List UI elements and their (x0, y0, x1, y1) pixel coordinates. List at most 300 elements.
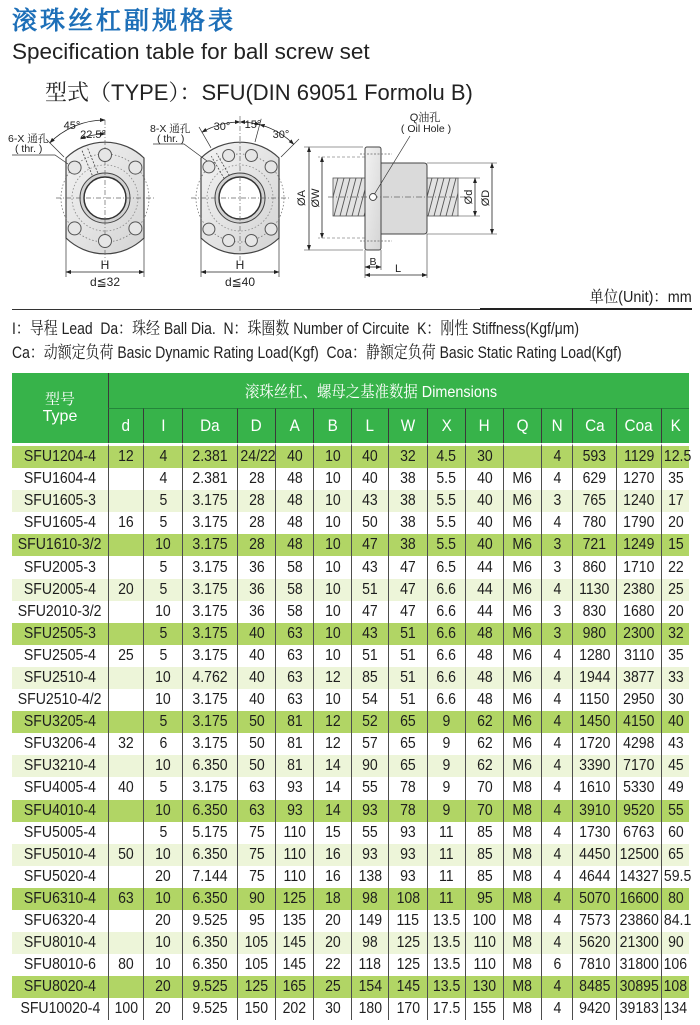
cell-stiffness (661, 601, 689, 623)
cell-flat-h-text: 62 (476, 735, 493, 753)
cell-stiffness-text: 65 (667, 845, 684, 863)
cell-type (12, 800, 108, 822)
cell-nut-length (351, 534, 388, 556)
cell-hole-x-text: 6.6 (436, 602, 457, 620)
cell-oil-hole-text: M8 (512, 934, 533, 952)
cell-lead (143, 512, 182, 534)
range-label: d≦32 (89, 275, 121, 289)
cell-stiffness (661, 645, 689, 667)
column-header-ball-dia (182, 408, 237, 443)
cell-flat-h (465, 556, 503, 578)
cell-circuits (541, 733, 572, 755)
cell-bolt-circle (388, 910, 427, 932)
cell-d-text: 32 (118, 735, 134, 753)
cell-type-text: SFU1610-3/2 (18, 536, 102, 554)
cell-flange-width-text: 10 (324, 691, 341, 709)
cell-dynamic-load-text: 980 (582, 624, 607, 642)
cell-flange-width (313, 888, 351, 910)
cell-flange-width-text: 14 (324, 779, 341, 797)
cell-hole-x (427, 800, 465, 822)
bolt-hole (129, 222, 142, 235)
cell-static-load-text: 31800 (619, 956, 659, 974)
cell-type (12, 645, 108, 667)
cell-dynamic-load-text: 7810 (578, 956, 611, 974)
cell-flange-width-text: 10 (324, 646, 341, 664)
cell-type-text: SFU4010-4 (23, 801, 96, 819)
cell-circuits (541, 888, 572, 910)
cell-nut-dia (237, 976, 275, 998)
cell-static-load-text: 30895 (619, 978, 659, 996)
cell-hole-x-text: 13.5 (432, 978, 461, 996)
cell-lead-text: 5 (159, 646, 167, 664)
cell-ball-dia (182, 443, 237, 468)
cell-nut-dia-text: 105 (244, 956, 269, 974)
cell-flange-width-text: 12 (324, 668, 341, 686)
cell-type-text: SFU2510-4/2 (18, 691, 102, 709)
cell-static-load (616, 468, 661, 490)
cell-bolt-circle-text: 93 (400, 845, 416, 863)
cell-static-load-text: 4298 (623, 735, 655, 753)
cell-dynamic-load-text: 1450 (578, 713, 611, 731)
cell-flat-h-text: 100 (472, 912, 497, 930)
cell-d (108, 645, 143, 667)
cell-lead (143, 733, 182, 755)
cell-ball-dia-text: 9.525 (192, 978, 228, 996)
cell-type-text: SFU2505-4 (23, 646, 96, 664)
cell-dynamic-load-text: 721 (582, 536, 607, 554)
cell-nut-length (351, 601, 388, 623)
cell-nut-dia (237, 579, 275, 601)
cell-hole-x (427, 733, 465, 755)
cell-d (108, 822, 143, 844)
cell-hole-x-text: 13.5 (432, 934, 461, 952)
cell-d-text: 80 (118, 956, 134, 974)
bolt-hole (223, 235, 235, 247)
bolt-hole (245, 235, 257, 247)
table-row (12, 468, 689, 490)
cell-circuits (541, 777, 572, 799)
cell-dynamic-load (572, 689, 616, 711)
cell-nut-dia (237, 689, 275, 711)
cell-hole-x-text: 11 (439, 845, 454, 863)
cell-oil-hole (503, 998, 541, 1020)
cell-circuits-text: 4 (553, 580, 561, 598)
column-header-oil-hole (503, 408, 541, 443)
cell-flange-dia (275, 844, 313, 866)
cell-type (12, 733, 108, 755)
cell-circuits-text: 4 (553, 514, 561, 532)
column-header-hole-x-text: X (441, 416, 452, 435)
cell-flange-width (313, 954, 351, 976)
cell-lead (143, 976, 182, 998)
cell-ball-dia (182, 800, 237, 822)
cell-flange-width (313, 976, 351, 998)
cell-static-load (616, 711, 661, 733)
cell-flat-h-text: 48 (476, 668, 493, 686)
cell-static-load (616, 556, 661, 578)
cell-dynamic-load (572, 932, 616, 954)
cell-circuits-text: 4 (553, 646, 561, 664)
cell-type (12, 579, 108, 601)
cell-flange-width-text: 20 (324, 912, 341, 930)
cell-lead-text: 10 (155, 602, 171, 620)
cell-flat-h-text: 48 (476, 691, 493, 709)
cell-static-load-text: 23860 (619, 912, 659, 930)
cell-ball-dia (182, 556, 237, 578)
cell-circuits (541, 490, 572, 512)
cell-hole-x-text: 6.6 (436, 624, 457, 642)
cell-flange-width (313, 623, 351, 645)
cell-stiffness (661, 866, 692, 888)
cell-ball-dia-text: 3.175 (192, 558, 228, 576)
cell-nut-dia-text: 40 (248, 624, 265, 642)
cell-flange-dia (275, 711, 313, 733)
cell-hole-x (427, 954, 465, 976)
cell-d (108, 976, 143, 998)
cell-type (12, 954, 108, 976)
cell-lead-text: 5 (159, 580, 167, 598)
cell-d (108, 443, 143, 468)
cell-dynamic-load (572, 534, 616, 556)
cell-bolt-circle-text: 51 (400, 691, 416, 709)
cell-oil-hole (503, 601, 541, 623)
cell-flat-h (465, 910, 503, 932)
cell-d-text: 40 (118, 779, 134, 797)
cell-dynamic-load (572, 976, 616, 998)
cell-d (108, 689, 143, 711)
cell-hole-x (427, 623, 465, 645)
cell-flange-dia-text: 63 (286, 668, 303, 686)
cell-flat-h (465, 689, 503, 711)
cell-ball-dia (182, 844, 237, 866)
cell-nut-length-text: 55 (362, 823, 378, 841)
cell-nut-dia (237, 844, 275, 866)
cell-stiffness (661, 998, 689, 1020)
cell-nut-length-text: 54 (362, 691, 378, 709)
cell-type-text: SFU2505-3 (23, 624, 96, 642)
cell-flange-dia (275, 998, 313, 1020)
cell-flange-width (313, 932, 351, 954)
cell-flat-h-text: 44 (476, 580, 493, 598)
cell-hole-x-text: 6.5 (436, 558, 457, 576)
cell-ball-dia (182, 954, 237, 976)
table-row (12, 711, 689, 733)
cell-circuits-text: 4 (553, 735, 561, 753)
cell-nut-dia (237, 443, 275, 468)
table-row (12, 733, 689, 755)
table-row (12, 534, 689, 556)
cell-oil-hole (503, 667, 541, 689)
table-row (12, 888, 689, 910)
cell-dynamic-load-text: 4450 (578, 845, 611, 863)
cell-dynamic-load (572, 443, 616, 468)
cell-stiffness (661, 689, 689, 711)
table-row (12, 932, 689, 954)
cell-nut-length (351, 468, 388, 490)
cell-oil-hole (503, 579, 541, 601)
cell-stiffness (661, 443, 692, 468)
cell-dynamic-load-text: 1150 (579, 691, 610, 709)
cell-stiffness-text: 108 (663, 978, 688, 996)
cell-static-load (616, 844, 661, 866)
cell-bolt-circle (388, 711, 427, 733)
cell-oil-hole (503, 711, 541, 733)
bolt-hole (203, 223, 215, 235)
cell-oil-hole-text: M6 (512, 757, 533, 775)
cell-hole-x-text: 9 (442, 801, 451, 819)
cell-bolt-circle (388, 623, 427, 645)
cell-hole-x (427, 932, 465, 954)
cell-static-load-text: 3877 (623, 668, 655, 686)
cell-bolt-circle (388, 976, 427, 998)
thr-label: ( thr. ) (157, 133, 185, 145)
cell-stiffness (661, 932, 689, 954)
cell-ball-dia-text: 6.350 (192, 801, 228, 819)
cell-d (108, 468, 143, 490)
cell-static-load (616, 998, 661, 1020)
cell-oil-hole (503, 733, 541, 755)
cell-flange-width (313, 534, 351, 556)
cell-type-text: SFU4005-4 (23, 779, 96, 797)
cell-dynamic-load (572, 910, 616, 932)
cell-oil-hole-text: M6 (512, 602, 533, 620)
cell-static-load (616, 667, 661, 689)
cell-flange-width-text: 15 (324, 823, 341, 841)
cell-circuits-text: 4 (553, 470, 561, 488)
cell-dynamic-load (572, 888, 616, 910)
cell-dynamic-load (572, 579, 616, 601)
bolt-hole (265, 161, 277, 173)
cell-nut-length-text: 93 (362, 801, 378, 819)
cell-oil-hole (503, 468, 541, 490)
cell-nut-dia (237, 866, 275, 888)
cell-circuits-text: 4 (553, 801, 561, 819)
cell-flange-dia (275, 800, 313, 822)
cell-static-load (616, 822, 661, 844)
cell-nut-length (351, 777, 388, 799)
cell-dynamic-load (572, 822, 616, 844)
table-row (12, 822, 689, 844)
cell-nut-dia-text: 40 (248, 691, 265, 709)
cell-type-text: SFU6310-4 (23, 889, 96, 907)
cell-static-load (616, 954, 661, 976)
cell-bolt-circle (388, 755, 427, 777)
cell-dynamic-load-text: 8485 (578, 978, 611, 996)
cell-bolt-circle (388, 667, 427, 689)
cell-nut-dia-text: 75 (248, 845, 265, 863)
cell-flange-width-text: 10 (324, 536, 341, 554)
cell-hole-x-text: 11 (439, 823, 454, 841)
cell-nut-dia (237, 512, 275, 534)
cell-flange-width-text: 14 (324, 757, 341, 775)
cell-circuits-text: 4 (553, 757, 561, 775)
cell-flange-width (313, 667, 351, 689)
cell-hole-x-text: 9 (442, 779, 451, 797)
cell-static-load-text: 2950 (623, 691, 655, 709)
cell-static-load-text: 4150 (623, 713, 655, 731)
legend-line-2: Ca：动额定负荷 Basic Dynamic Rating Load(Kgf) Coa：静额定负荷 Basic Static Rating Load(Kgf) (12, 343, 622, 362)
cell-type-text: SFU2005-4 (23, 580, 96, 598)
cell-oil-hole (503, 645, 541, 667)
cell-lead (143, 822, 182, 844)
cell-oil-hole-text: M8 (512, 845, 533, 863)
cell-circuits-text: 4 (553, 1000, 561, 1018)
cell-ball-dia (182, 932, 237, 954)
cell-flange-dia-text: 48 (286, 514, 303, 532)
cell-flat-h-text: 40 (476, 470, 493, 488)
cell-hole-x (427, 976, 465, 998)
cell-flat-h (465, 667, 503, 689)
column-header-flange-width-text: B (327, 416, 338, 435)
cell-flange-width (313, 844, 351, 866)
cell-ball-dia-text: 6.350 (192, 889, 228, 907)
cell-flange-width (313, 512, 351, 534)
cell-nut-length (351, 910, 388, 932)
cell-flat-h-text: 95 (476, 889, 493, 907)
cell-ball-dia-text: 6.350 (192, 845, 228, 863)
cell-nut-length (351, 512, 388, 534)
cell-stiffness (661, 976, 689, 998)
cell-circuits-text: 3 (553, 492, 561, 510)
cell-static-load (616, 888, 661, 910)
cell-nut-dia-text: 28 (248, 536, 265, 554)
cell-ball-dia (182, 976, 237, 998)
cell-flange-dia-text: 48 (286, 536, 303, 554)
cell-circuits-text: 4 (553, 867, 561, 885)
cell-flat-h-text: 48 (476, 646, 493, 664)
cell-nut-length (351, 976, 388, 998)
cell-hole-x (427, 579, 465, 601)
column-header-stiffness (661, 408, 689, 443)
cell-ball-dia (182, 623, 237, 645)
cell-ball-dia (182, 866, 237, 888)
cell-nut-length-text: 149 (358, 912, 382, 930)
cell-circuits (541, 601, 572, 623)
cell-nut-dia (237, 490, 275, 512)
cell-type (12, 976, 108, 998)
cell-oil-hole-text: M8 (512, 978, 533, 996)
cell-nut-length-text: 51 (362, 580, 378, 598)
cell-nut-dia-text: 28 (248, 514, 265, 532)
cell-nut-length-text: 180 (358, 1000, 382, 1018)
cell-nut-dia (237, 755, 275, 777)
cell-bolt-circle-text: 32 (400, 448, 416, 466)
cell-d (108, 733, 143, 755)
cell-hole-x-text: 5.5 (436, 492, 457, 510)
cell-oil-hole-text: M6 (512, 558, 533, 576)
cell-stiffness (661, 623, 689, 645)
cell-dynamic-load-text: 780 (582, 514, 607, 532)
table-header (12, 373, 689, 443)
cell-oil-hole (503, 954, 541, 976)
cell-circuits-text: 4 (553, 912, 561, 930)
cell-ball-dia (182, 888, 237, 910)
cell-type (12, 667, 108, 689)
cell-nut-length (351, 822, 388, 844)
cell-d (108, 667, 143, 689)
table-row (12, 512, 689, 534)
cell-oil-hole-text: M8 (512, 1000, 533, 1018)
type-header-en: Type (42, 408, 78, 425)
cell-hole-x (427, 512, 465, 534)
column-header-static-load-text: Coa (624, 416, 654, 435)
cell-nut-length (351, 998, 388, 1020)
cell-circuits (541, 954, 572, 976)
cell-lead (143, 579, 182, 601)
cell-static-load-text: 1270 (623, 470, 655, 488)
cell-type-text: SFU1604-4 (23, 470, 96, 488)
cell-flat-h (465, 645, 503, 667)
cell-hole-x-text: 13.5 (432, 956, 461, 974)
cell-d-text: 25 (118, 646, 134, 664)
cell-circuits-text: 4 (553, 713, 561, 731)
cell-circuits (541, 689, 572, 711)
cell-circuits (541, 623, 572, 645)
cell-bolt-circle-text: 78 (400, 779, 416, 797)
cell-hole-x (427, 844, 465, 866)
cell-oil-hole-text: M6 (512, 514, 533, 532)
column-header-d-text: d (121, 416, 131, 435)
cell-flange-dia (275, 645, 313, 667)
cell-dynamic-load (572, 468, 616, 490)
cell-static-load-text: 1710 (623, 558, 655, 576)
cell-bolt-circle (388, 468, 427, 490)
unit-label: 单位(Unit)：mm (589, 289, 692, 306)
h-label: H (100, 258, 110, 272)
cell-stiffness-text: 22 (667, 558, 684, 576)
cell-lead (143, 866, 182, 888)
cell-d (108, 888, 143, 910)
cell-lead (143, 998, 182, 1020)
cell-bolt-circle (388, 888, 427, 910)
cell-nut-dia (237, 645, 275, 667)
cell-static-load-text: 12500 (619, 845, 659, 863)
cell-static-load (616, 689, 661, 711)
cell-flat-h-text: 130 (472, 978, 497, 996)
cell-lead-text: 10 (155, 757, 171, 775)
cell-nut-dia (237, 910, 275, 932)
cell-hole-x (427, 601, 465, 623)
cell-nut-dia (237, 556, 275, 578)
cell-flange-dia-text: 93 (286, 801, 303, 819)
cell-type-text: SFU3205-4 (23, 713, 96, 731)
cell-stiffness-text: 15 (667, 536, 684, 554)
dimensions-group-header-text: 滚珠丝杠、螺母之基准数据 Dimensions (244, 384, 498, 401)
type-designation: 型式（TYPE）：SFU(DIN 69051 Formolu B) (45, 80, 473, 105)
cell-static-load (616, 645, 661, 667)
cell-hole-x-text: 13.5 (432, 912, 461, 930)
legend (12, 317, 692, 365)
cell-flange-dia (275, 822, 313, 844)
cell-lead (143, 645, 182, 667)
cell-static-load (616, 579, 661, 601)
cell-flange-width (313, 556, 351, 578)
cell-oil-hole-text: M6 (512, 646, 533, 664)
cell-type-text: SFU2005-3 (23, 558, 96, 576)
cell-stiffness (661, 556, 689, 578)
divider-rule (12, 309, 482, 310)
cell-bolt-circle-text: 47 (400, 580, 416, 598)
cell-stiffness-text: 20 (667, 514, 684, 532)
table-row (12, 667, 689, 689)
cell-d (108, 623, 143, 645)
cell-flat-h-text: 70 (476, 779, 493, 797)
table-row (12, 601, 689, 623)
cell-type (12, 777, 108, 799)
cell-flat-h (465, 733, 503, 755)
cell-ball-dia (182, 534, 237, 556)
cell-ball-dia-text: 3.175 (192, 646, 228, 664)
